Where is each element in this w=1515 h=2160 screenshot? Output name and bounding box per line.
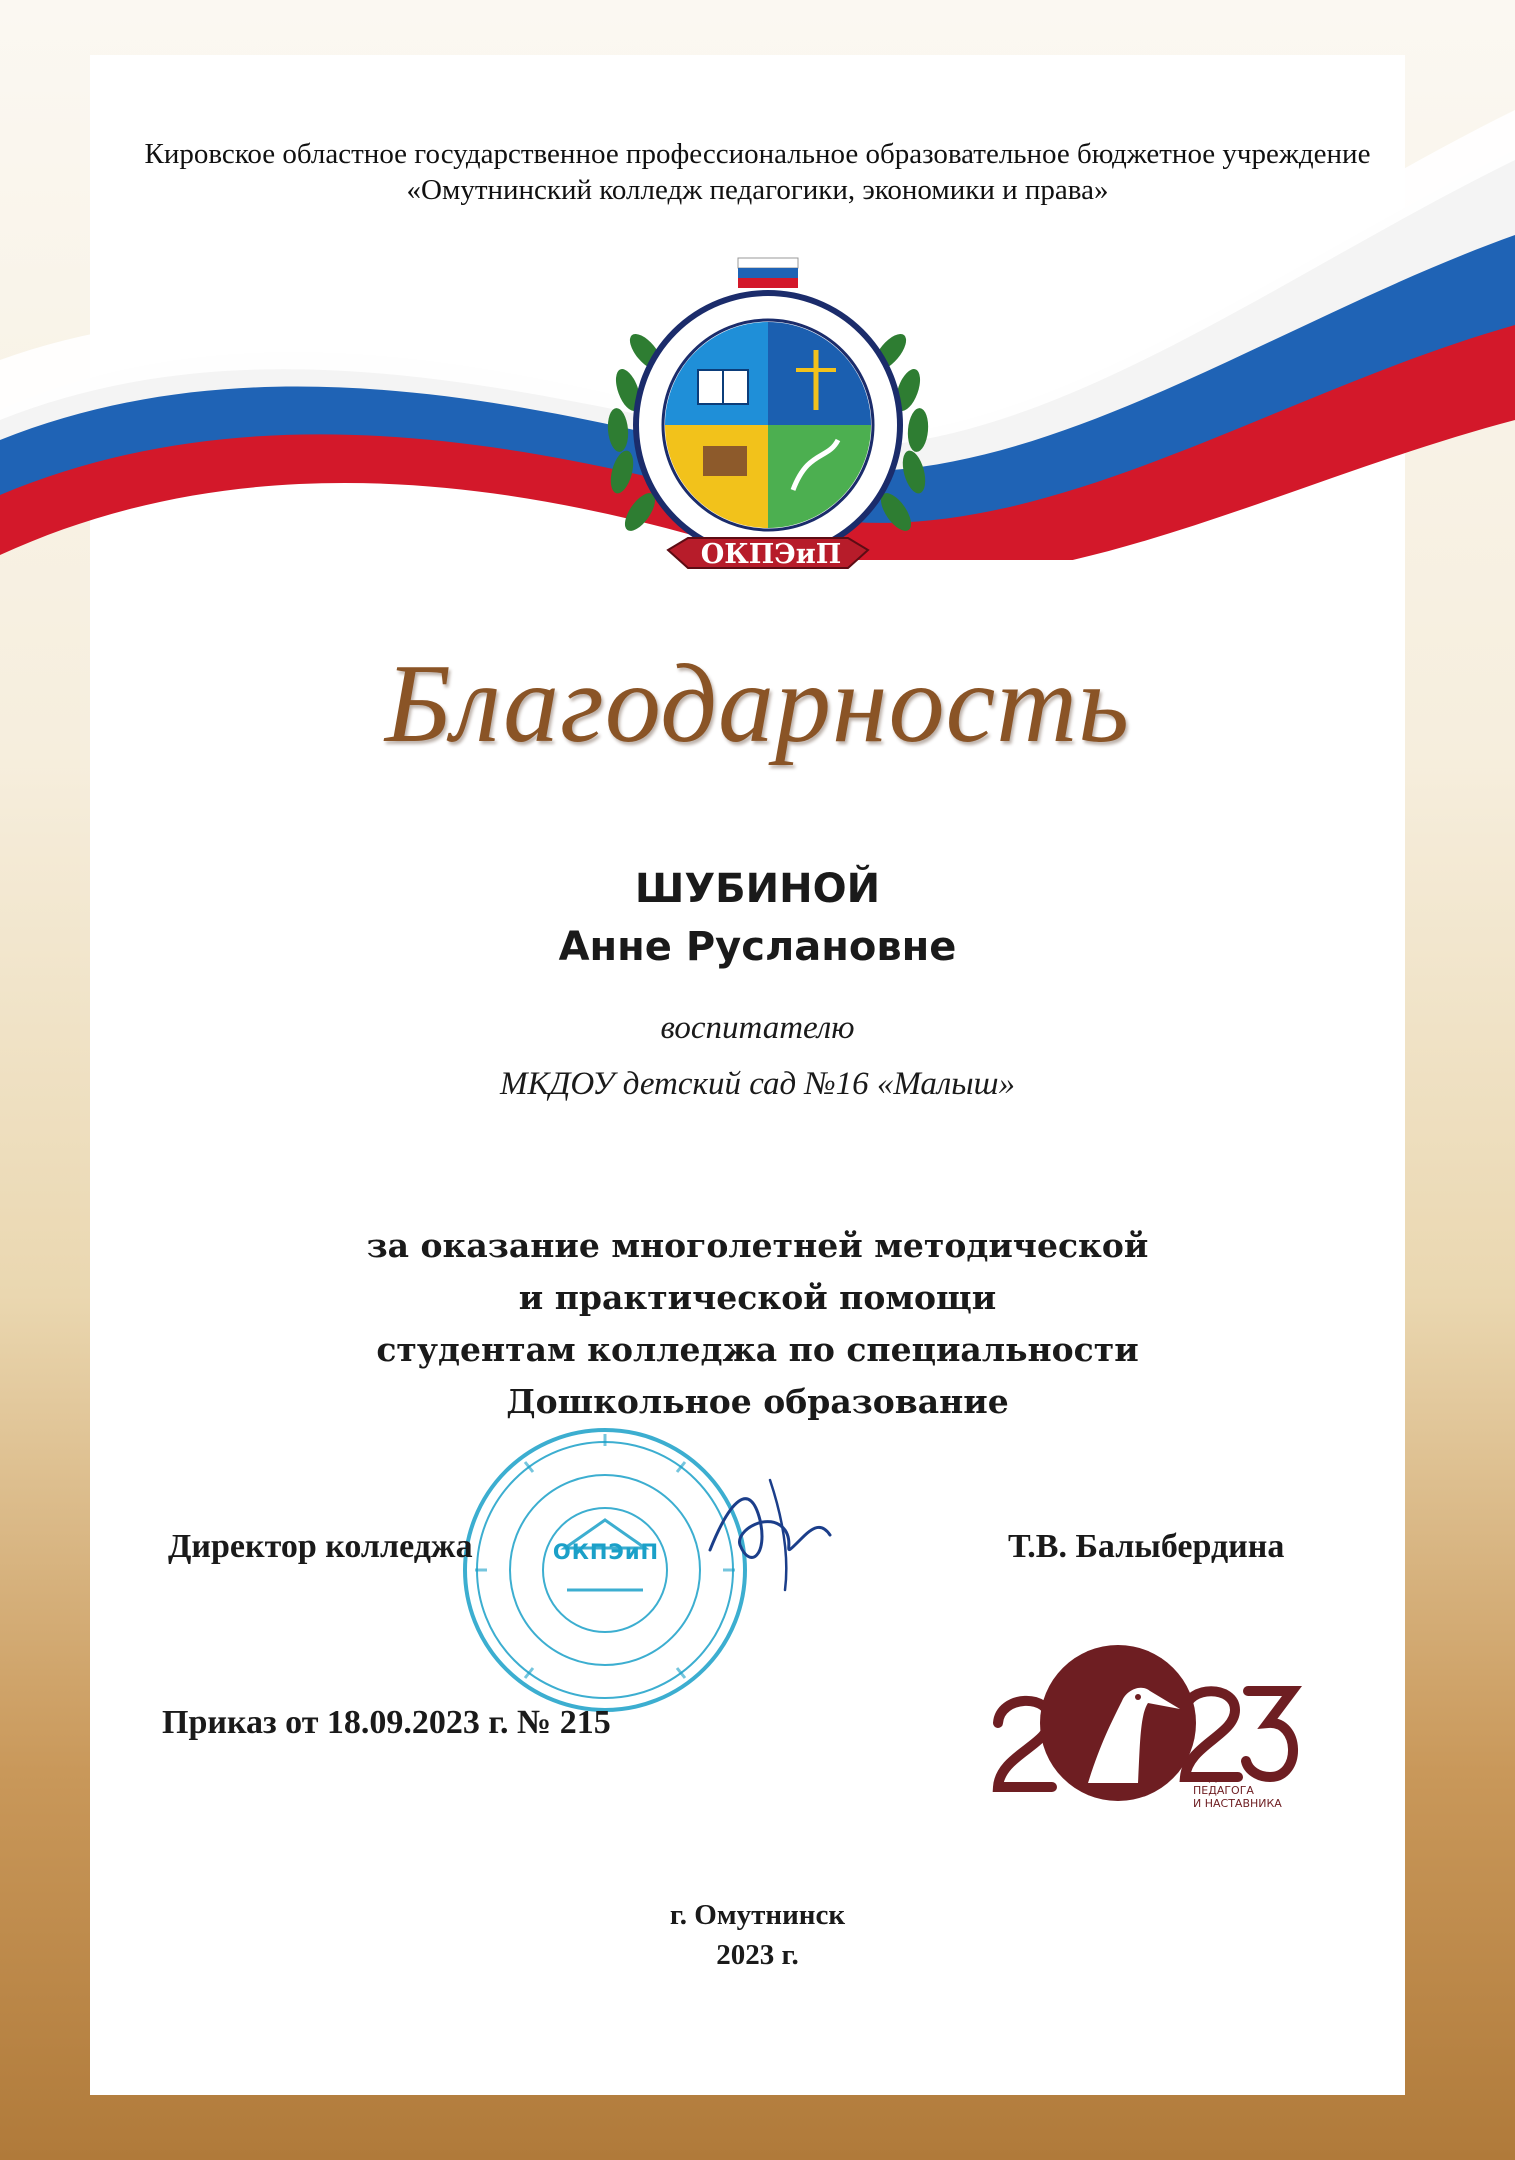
year-logo-caption-3: И НАСТАВНИКА <box>1193 1797 1282 1810</box>
institution-line-1: Кировское областное государственное профессиональное образовательное бюджетное учреждение <box>144 138 1371 170</box>
recipient-given-names: Анне Руслановне <box>558 924 957 970</box>
recipient-role: воспитателю <box>660 1010 855 1046</box>
director-title: Директор колледжа <box>168 1528 473 1565</box>
recipient-block <box>0 860 1515 976</box>
year-logo-caption-1: ГОД <box>1193 1771 1217 1784</box>
issue-place-and-year <box>0 1895 1515 1975</box>
institution-header <box>0 136 1515 208</box>
reason-line-2: и практической помощи <box>518 1278 997 1317</box>
gratitude-reason <box>0 1220 1515 1428</box>
recipient-organization: МКДОУ детский сад №16 «Малыш» <box>499 1066 1015 1102</box>
recipient-position <box>0 1000 1515 1112</box>
director-signature <box>690 1460 850 1600</box>
reason-line-3: студентам колледжа по специальности <box>376 1330 1139 1369</box>
reason-line-1: за оказание многолетней методической <box>366 1226 1149 1265</box>
reason-line-4: Дошкольное образование <box>506 1382 1009 1421</box>
issue-year: 2023 г. <box>716 1939 799 1971</box>
recipient-surname: ШУБИНОЙ <box>634 866 881 912</box>
year-of-teacher-logo <box>990 1605 1310 1835</box>
year-logo-caption <box>1193 1771 1293 1810</box>
issue-city: г. Омутнинск <box>669 1899 846 1931</box>
order-reference: Приказ от 18.09.2023 г. № 215 <box>162 1704 611 1741</box>
institution-line-2: «Омутнинский колледж педагогики, экономики и права» <box>406 174 1109 206</box>
director-name: Т.В. Балыбердина <box>1008 1528 1285 1565</box>
certificate-title: Благодарность <box>384 642 1131 766</box>
emblem-banner-text: ОКПЭиП <box>700 539 842 570</box>
stamp-center-text: ОКПЭиП <box>552 1540 660 1564</box>
year-logo-caption-2: ПЕДАГОГА <box>1193 1784 1254 1797</box>
